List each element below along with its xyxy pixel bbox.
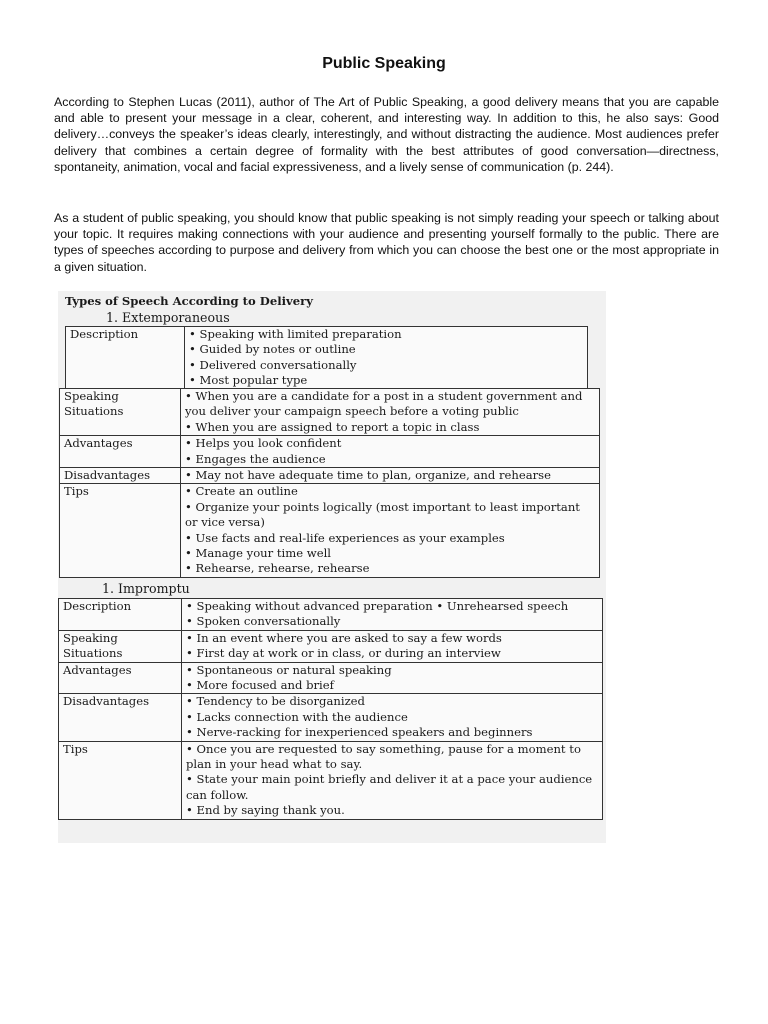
list-item: • Nerve-racking for inexperienced speakers and beginners <box>186 725 533 740</box>
section-heading: Types of Speech According to Delivery <box>65 294 314 308</box>
list-item: • More focused and brief <box>186 678 334 693</box>
table-row <box>59 694 603 741</box>
list-item: • Create an outline <box>185 484 298 499</box>
list-item: • Helps you look confident <box>185 436 342 451</box>
scanned-table-image <box>58 291 606 843</box>
row-content <box>181 389 600 436</box>
list-item: • Spoken conversationally <box>186 614 341 629</box>
row-content <box>182 694 603 741</box>
intro-paragraph: According to Stephen Lucas (2011), author of The Art of Public Speaking, a good delivery means that you are capable and able to present your message in a clear, coherent, and interesting way. In addition to this, he also says: Good delivery…conveys the speaker’s ideas clearly, interestingly, and without distracting the audience. Most audiences prefer delivery that combines a certain degree of formality with the best attributes of good conversation—directness, spontaneity, animation, vocal and facial expressiveness, and a lively sense of communication (p. 244). <box>54 95 719 174</box>
second-paragraph: As a student of public speaking, you should know that public speaking is not simply reading your speech or talking about your topic. It requires making connections with your audience and presenting yourself formally to the public. There are types of speeches according to purpose and delivery from which you can choose the best one or the most appropriate in a given situation. <box>54 211 719 274</box>
table-row <box>59 741 603 819</box>
list-item: • Speaking without advanced preparation • Unrehearsed speech <box>186 599 569 613</box>
row-content <box>185 327 588 390</box>
list-item: • When you are a candidate for a post in a student government and you deliver your campaign speech before a voting public <box>185 389 583 419</box>
row-label: Description <box>66 327 185 390</box>
list-item: • Once you are requested to say something, pause for a moment to plan in your head what to say. <box>186 741 581 772</box>
table-row <box>60 484 600 577</box>
list-item: • Most popular type <box>189 373 308 388</box>
list-item: • Tendency to be disorganized <box>186 694 365 709</box>
row-label: Disadvantages <box>59 694 182 741</box>
row-label: Speaking Situations <box>59 630 182 662</box>
table-row <box>59 630 603 662</box>
extemporaneous-heading: 1. Extemporaneous <box>106 310 230 325</box>
table-row <box>59 662 603 694</box>
row-label: Tips <box>60 484 181 577</box>
row-label: Advantages <box>60 436 181 468</box>
list-item: • State your main point briefly and deliver it at a pace your audience can follow. <box>186 772 593 802</box>
list-item: • Speaking with limited preparation <box>189 327 402 341</box>
list-item: • May not have adequate time to plan, organize, and rehearse <box>185 468 551 483</box>
extemporaneous-table <box>59 388 600 578</box>
row-label: Disadvantages <box>60 468 181 484</box>
list-item: • Delivered conversationally <box>189 357 357 372</box>
row-label: Speaking Situations <box>60 389 181 436</box>
list-item: • In an event where you are asked to say a few words <box>186 630 502 645</box>
list-item: • Rehearse, rehearse, rehearse <box>185 561 370 576</box>
impromptu-heading: 1. Impromptu <box>102 581 190 596</box>
impromptu-table <box>58 598 603 820</box>
list-item: • Use facts and real-life experiences as your examples <box>185 530 505 545</box>
table-row <box>66 327 588 390</box>
list-item: • Organize your points logically (most important to least important or vice versa) <box>185 499 580 530</box>
row-content <box>181 436 600 468</box>
list-item: • End by saying thank you. <box>186 803 345 818</box>
row-label: Description <box>59 599 182 631</box>
list-item: • When you are assigned to report a topic in class <box>185 419 480 434</box>
table-row <box>60 389 600 436</box>
list-item: • Engages the audience <box>185 451 326 466</box>
row-content <box>182 599 603 631</box>
list-item: • Guided by notes or outline <box>189 342 356 357</box>
row-content <box>181 468 600 484</box>
row-label: Tips <box>59 741 182 819</box>
table-row <box>59 599 603 631</box>
page-title: Public Speaking <box>322 55 446 72</box>
table-row <box>60 468 600 484</box>
row-content <box>182 630 603 662</box>
row-label: Advantages <box>59 662 182 694</box>
list-item: • Spontaneous or natural speaking <box>186 662 392 677</box>
list-item: • Manage your time well <box>185 546 331 561</box>
row-content <box>182 662 603 694</box>
extemporaneous-table-top <box>65 326 588 390</box>
row-content <box>182 741 603 819</box>
list-item: • First day at work or in class, or during an interview <box>186 646 501 661</box>
row-content <box>181 484 600 577</box>
list-item: • Lacks connection with the audience <box>186 709 408 724</box>
table-row <box>60 436 600 468</box>
